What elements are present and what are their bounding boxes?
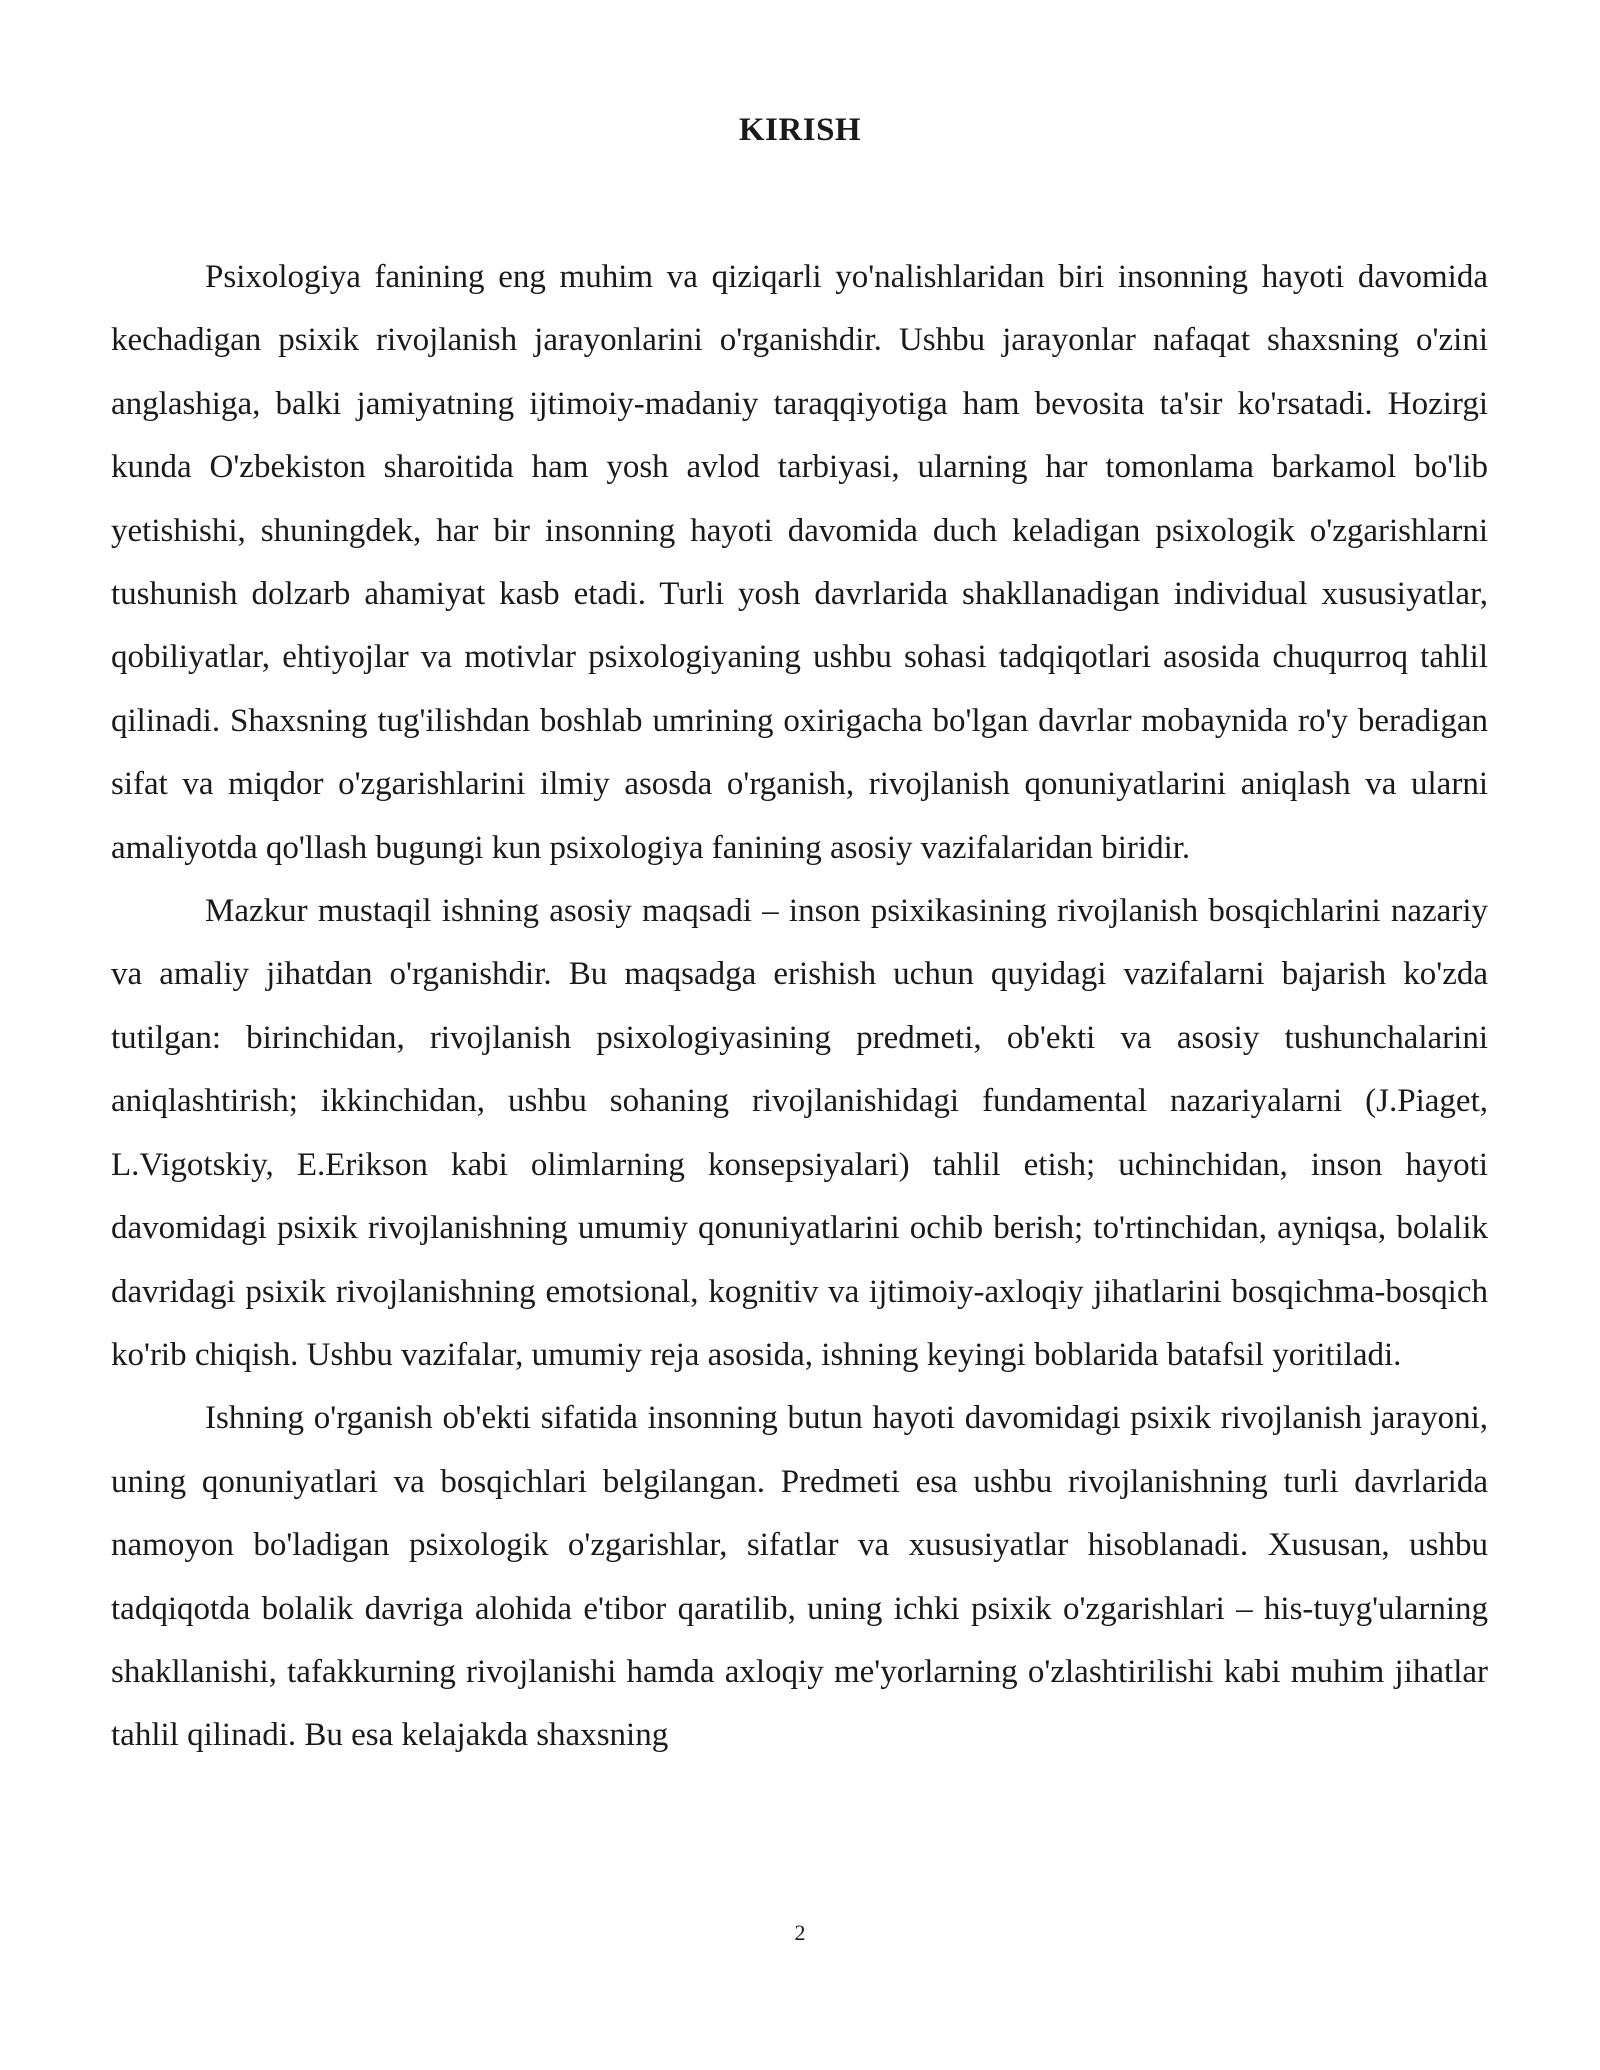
paragraph-2: Mazkur mustaqil ishning asosiy maqsadi – inson psixikasining rivojlanish bosqichlarini nazariy va amaliy jihatdan o'rganishdir. Bu maqsadga erishish uchun quyidagi vazifalarni bajarish ko'zda tutilgan: birinchidan, rivojlanish psixologiyasining predmeti, ob'ekti va asosiy tushunchalarini aniqlashtirish; ikkinchidan, ushbu sohaning rivojlanishidagi fundamental nazariyalarni (J.Piaget, L.Vigotskiy, E.Erikson kabi olimlarning konsepsiyalari) tahlil etish; uchinchidan, inson hayoti davomidagi psixik rivojlanishning umumiy qonuniyatlarini ochib berish; to'rtinchidan, ayniqsa, bolalik davridagi psixik rivojlanishning emotsional, kognitiv va ijtimoiy-axloqiy jihatlarini bosqichma-bosqich ko'rib chiqish. Ushbu vazifalar, umumiy reja asosida, ishning keyingi boblarida batafsil yoritiladi. [111,893,1488,1373]
paragraph-3: Ishning o'rganish ob'ekti sifatida insonning butun hayoti davomidagi psixik rivojlanish jarayoni, uning qonuniyatlari va bosqichlari belgilangan. Predmeti esa ushbu rivojlanishning turli davrlarida namoyon bo'ladigan psixologik o'zgarishlar, sifatlar va xususiyatlar hisoblanadi. Xususan, ushbu tadqiqotda bolalik davriga alohida e'tibor qaratilib, uning ichki psixik o'zgarishlari – his-tuyg'ularning shakllanishi, tafakkurning rivojlanishi hamda axloqiy me'yorlarning o'zlashtirilishi kabi muhim jihatlar tahlil qilinadi. Bu esa kelajakda shaxsning [111,1400,1488,1754]
section-heading: KIRISH [738,112,862,148]
page-number: 2 [794,1920,806,1945]
body-text [111,246,1488,1768]
paragraph-1: Psixologiya fanining eng muhim va qiziqarli yo'nalishlaridan biri insonning hayoti davomida kechadigan psixik rivojlanish jarayonlarini o'rganishdir. Ushbu jarayonlar nafaqat shaxsning o'zini anglashiga, balki jamiyatning ijtimoiy-madaniy taraqqiyotiga ham bevosita ta'sir ko'rsatadi. Hozirgi kunda O'zbekiston sharoitida ham yosh avlod tarbiyasi, ularning har tomonlama barkamol bo'lib yetishishi, shuningdek, har bir insonning hayoti davomida duch keladigan psixologik o'zgarishlarni tushunish dolzarb ahamiyat kasb etadi. Turli yosh davrlarida shakllanadigan individual xususiyatlar, qobiliyatlar, ehtiyojlar va motivlar psixologiyaning ushbu sohasi tadqiqotlari asosida chuqurroq tahlil qilinadi. Shaxsning tug'ilishdan boshlab umrining oxirigacha bo'lgan davrlar mobaynida ro'y beradigan sifat va miqdor o'zgarishlarini ilmiy asosda o'rganish, rivojlanish qonuniyatlarini aniqlash va ularni amaliyotda qo'llash bugungi kun psixologiya fanining asosiy vazifalaridan biridir. [111,259,1488,866]
